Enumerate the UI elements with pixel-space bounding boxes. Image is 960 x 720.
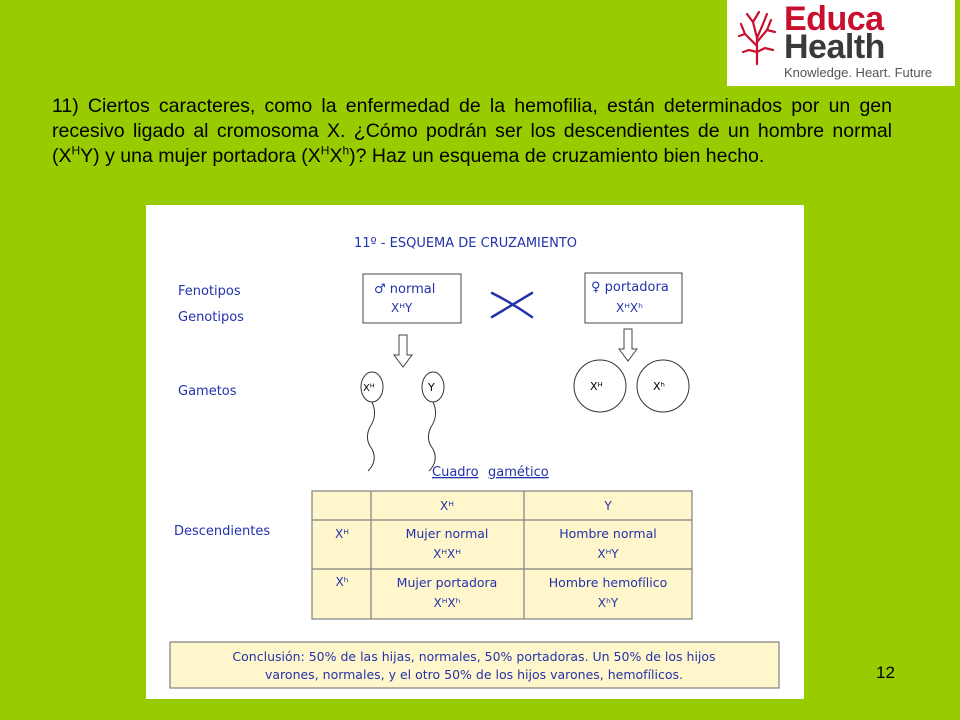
logo-tagline: Knowledge. Heart. Future xyxy=(784,65,933,80)
female-gamete-xh-recessive-label: Xʰ xyxy=(653,380,665,393)
male-gamete-y xyxy=(422,372,444,471)
table-col-header-y: Y xyxy=(604,499,612,513)
table-title-gametico: gamético xyxy=(488,465,549,480)
label-fenotipos: Fenotipos xyxy=(178,284,241,299)
table-row-header-xh: Xᴴ xyxy=(335,527,349,541)
label-descendientes: Descendientes xyxy=(174,524,271,539)
logo-line-health: Health xyxy=(784,28,885,66)
punnett-square xyxy=(312,491,692,619)
conclusion-line-1: Conclusión: 50% de las hijas, normales, 50% portadoras. Un 50% de los hijos xyxy=(232,649,716,664)
male-gamete-y-label: Y xyxy=(428,381,435,394)
table-title-cuadro: Cuadro xyxy=(432,465,479,480)
diagram-title: 11º - ESQUEMA DE CRUZAMIENTO xyxy=(354,236,578,251)
male-arrow-down-icon xyxy=(394,335,412,367)
cell-hombre-normal-genotype: XᴴY xyxy=(597,547,619,561)
male-gamete-xh-label: Xᴴ xyxy=(363,383,375,394)
tree-logo-icon xyxy=(733,6,781,66)
female-phenotype: ♀ portadora xyxy=(591,280,669,295)
table-col-header-xh: Xᴴ xyxy=(440,499,454,513)
question-sup-2: H xyxy=(320,143,330,158)
question-part-3: X xyxy=(329,145,343,167)
cross-diagram xyxy=(146,205,804,699)
male-gamete-xh xyxy=(361,372,383,471)
question-part-2: Y) y una mujer portadora (X xyxy=(80,145,321,167)
cell-mujer-portadora: Mujer portadora xyxy=(396,575,498,590)
question-sup-3: h xyxy=(342,143,350,158)
cross-diagram-panel xyxy=(146,205,804,699)
cell-hombre-normal: Hombre normal xyxy=(559,526,657,541)
cell-mujer-normal: Mujer normal xyxy=(405,526,489,541)
conclusion-line-2: varones, normales, y el otro 50% de los hijos varones, hemofílicos. xyxy=(265,667,683,682)
label-genotipos: Genotipos xyxy=(178,310,244,325)
question-part-1: 11) Ciertos caracteres, como la enfermedad de la hemofilia, están determinados por un gen recesivo ligado al cromosoma X. ¿Cómo podrán ser los descendientes de un hombre normal (X xyxy=(52,95,892,167)
table-row-header-xh-recessive: Xʰ xyxy=(335,575,349,589)
female-gamete-xh-label: Xᴴ xyxy=(590,380,603,393)
female-arrow-down-icon xyxy=(619,329,637,361)
page-number: 12 xyxy=(876,663,895,682)
male-phenotype: ♂ normal xyxy=(374,282,436,297)
female-genotype: XᴴXʰ xyxy=(616,301,643,315)
question-sup-1: H xyxy=(71,143,81,158)
question-text xyxy=(52,94,892,169)
logo-line-educa: Educa xyxy=(784,0,884,38)
cell-hombre-hemofilico: Hombre hemofílico xyxy=(548,575,668,590)
cell-mujer-normal-genotype: XᴴXᴴ xyxy=(433,547,461,561)
label-gametos: Gametos xyxy=(178,384,237,399)
cross-x-icon xyxy=(492,293,532,317)
cell-mujer-portadora-genotype: XᴴXʰ xyxy=(433,596,461,610)
educa-health-logo xyxy=(727,0,955,86)
male-genotype: XᴴY xyxy=(391,301,413,315)
cell-hombre-hemofilico-genotype: XʰY xyxy=(597,596,619,610)
question-part-4: )? Haz un esquema de cruzamiento bien hecho. xyxy=(349,145,765,167)
